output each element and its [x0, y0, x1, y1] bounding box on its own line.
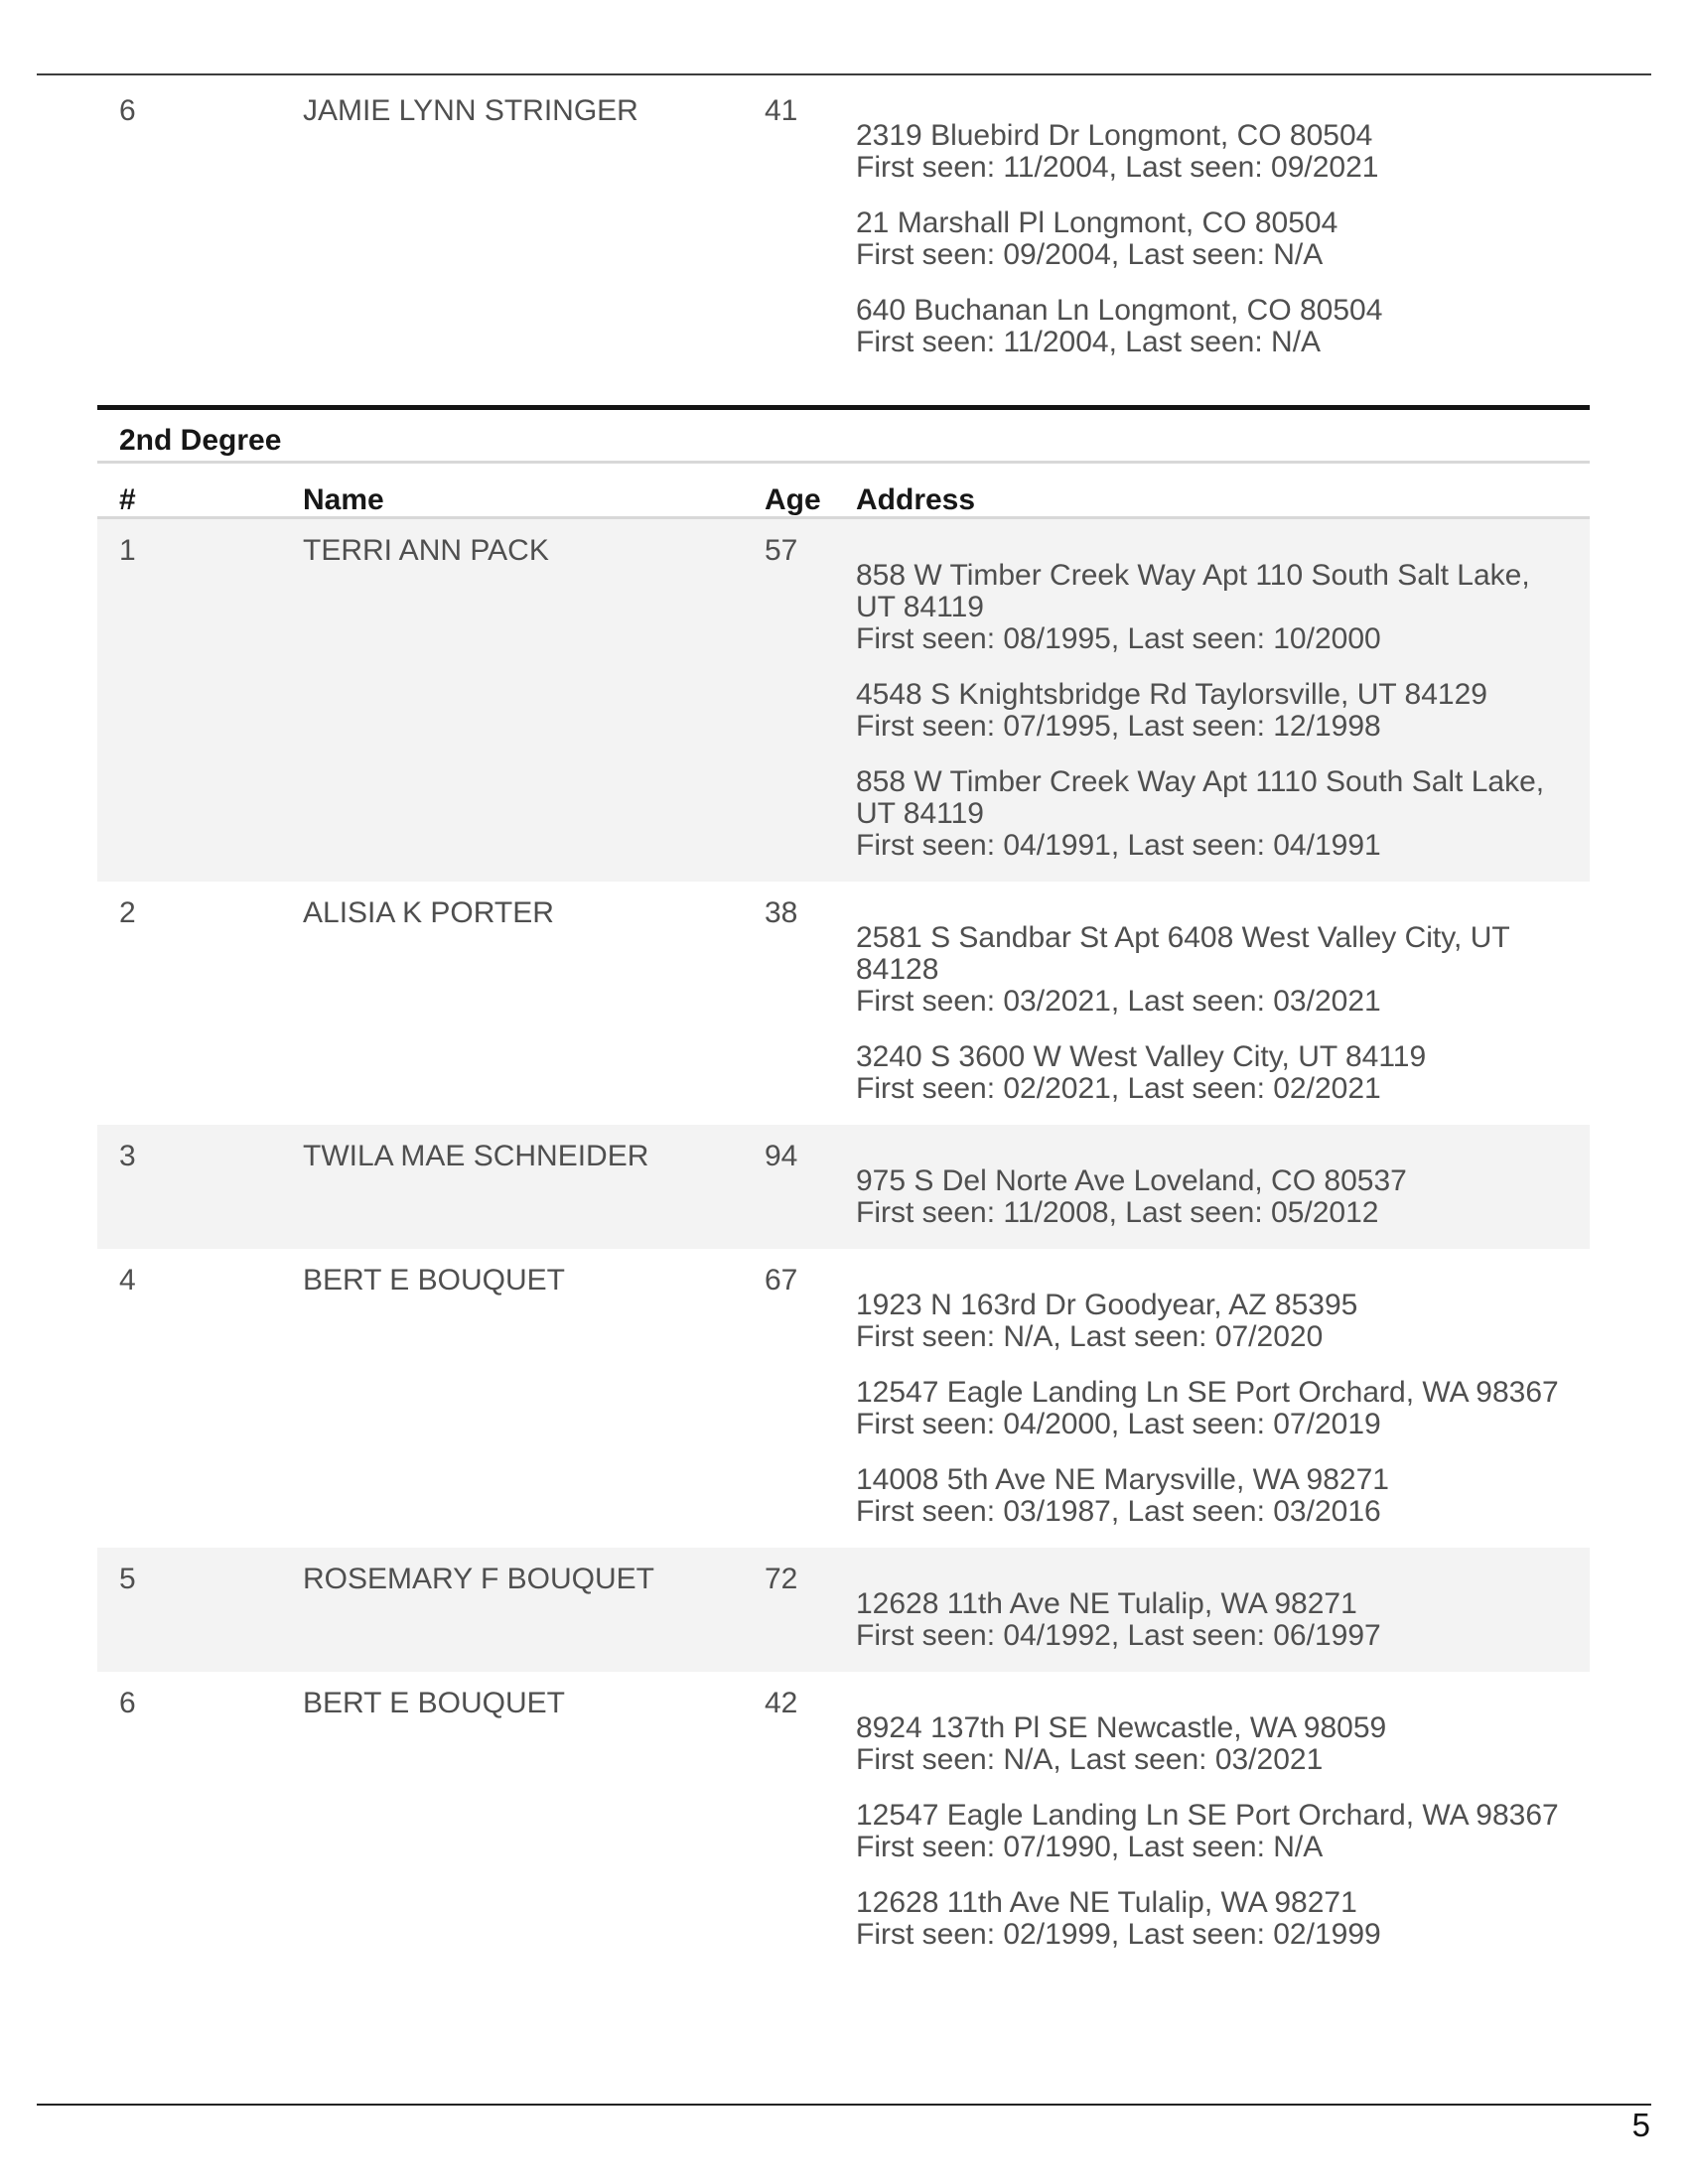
row-number: 4: [119, 1264, 136, 1297]
address-seen-dates: First seen: 04/1991, Last seen: 04/1991: [856, 829, 1381, 862]
address-entry: [856, 1800, 1566, 1863]
page-top-rule: [37, 73, 1651, 75]
address-street: 12547 Eagle Landing Ln SE Port Orchard, WA 98367: [856, 1799, 1559, 1832]
address-entry: [856, 1041, 1566, 1105]
address-seen-dates: First seen: 11/2004, Last seen: 09/2021: [856, 151, 1379, 184]
section-divider-bar: [97, 405, 1590, 410]
person-name: ROSEMARY F BOUQUET: [303, 1563, 654, 1595]
address-list: [856, 1564, 1590, 1652]
address-seen-dates: First seen: N/A, Last seen: 03/2021: [856, 1743, 1324, 1776]
address-street: 12628 11th Ave NE Tulalip, WA 98271: [856, 1587, 1357, 1620]
section-title: 2nd Degree: [119, 424, 282, 457]
column-header-address: Address: [856, 483, 976, 516]
address-list: [856, 897, 1590, 1105]
column-header-name: Name: [303, 483, 384, 516]
address-seen-dates: First seen: 04/1992, Last seen: 06/1997: [856, 1619, 1381, 1652]
table-row: [97, 1249, 1590, 1548]
address-street: 12628 11th Ave NE Tulalip, WA 98271: [856, 1886, 1357, 1919]
address-seen-dates: First seen: 11/2004, Last seen: N/A: [856, 326, 1322, 358]
address-seen-dates: First seen: 07/1990, Last seen: N/A: [856, 1831, 1324, 1863]
first-degree-continued-table: [97, 79, 1590, 378]
address-seen-dates: First seen: 11/2008, Last seen: 05/2012: [856, 1196, 1379, 1229]
address-entry: [856, 1464, 1566, 1528]
row-number: 6: [119, 1687, 136, 1719]
second-degree-rows: [97, 519, 1590, 1971]
person-name: TWILA MAE SCHNEIDER: [303, 1140, 649, 1172]
person-age: 67: [765, 1264, 798, 1297]
address-seen-dates: First seen: 03/1987, Last seen: 03/2016: [856, 1495, 1381, 1528]
person-age: 72: [765, 1563, 798, 1595]
first-degree-continued-rows: [97, 79, 1590, 378]
address-entry: [856, 560, 1566, 655]
address-street: 4548 S Knightsbridge Rd Taylorsville, UT 84129: [856, 678, 1487, 711]
table-row: [97, 1548, 1590, 1672]
table-row: [97, 1125, 1590, 1249]
address-entry: [856, 679, 1566, 743]
address-entry: [856, 1290, 1566, 1353]
row-number: 6: [119, 94, 136, 127]
row-number: 5: [119, 1563, 136, 1595]
address-seen-dates: First seen: 04/2000, Last seen: 07/2019: [856, 1408, 1381, 1440]
address-seen-dates: First seen: 09/2004, Last seen: N/A: [856, 238, 1324, 271]
address-street: 640 Buchanan Ln Longmont, CO 80504: [856, 294, 1383, 327]
address-entry: [856, 295, 1566, 358]
address-seen-dates: First seen: 08/1995, Last seen: 10/2000: [856, 622, 1381, 655]
address-list: [856, 1141, 1590, 1229]
address-seen-dates: First seen: 07/1995, Last seen: 12/1998: [856, 710, 1381, 743]
address-street: 858 W Timber Creek Way Apt 110 South Salt Lake, UT 84119: [856, 559, 1530, 623]
address-street: 975 S Del Norte Ave Loveland, CO 80537: [856, 1164, 1407, 1197]
person-age: 42: [765, 1687, 798, 1719]
address-street: 14008 5th Ave NE Marysville, WA 98271: [856, 1463, 1389, 1496]
address-entry: [856, 120, 1566, 184]
table-row: [97, 1672, 1590, 1971]
address-street: 8924 137th Pl SE Newcastle, WA 98059: [856, 1711, 1387, 1744]
address-list: [856, 535, 1590, 862]
person-age: 41: [765, 94, 798, 127]
address-street: 2319 Bluebird Dr Longmont, CO 80504: [856, 119, 1373, 152]
person-name: ALISIA K PORTER: [303, 896, 554, 929]
address-seen-dates: First seen: 02/1999, Last seen: 02/1999: [856, 1918, 1381, 1951]
table-row: [97, 519, 1590, 882]
address-list: [856, 1265, 1590, 1528]
address-street: 1923 N 163rd Dr Goodyear, AZ 85395: [856, 1289, 1358, 1321]
page-number: 5: [1631, 2107, 1650, 2143]
row-number: 2: [119, 896, 136, 929]
person-age: 38: [765, 896, 798, 929]
address-street: 12547 Eagle Landing Ln SE Port Orchard, WA 98367: [856, 1376, 1559, 1409]
address-seen-dates: First seen: 02/2021, Last seen: 02/2021: [856, 1072, 1381, 1105]
address-entry: [856, 1887, 1566, 1951]
address-seen-dates: First seen: 03/2021, Last seen: 03/2021: [856, 985, 1381, 1018]
table-row: [97, 79, 1590, 378]
second-degree-table: [97, 461, 1590, 1971]
column-header-num: #: [119, 483, 136, 516]
person-name: BERT E BOUQUET: [303, 1687, 565, 1719]
address-street: 2581 S Sandbar St Apt 6408 West Valley City, UT 84128: [856, 921, 1510, 986]
address-entry: [856, 922, 1566, 1018]
table-row: [97, 882, 1590, 1125]
table-header-row: [97, 461, 1590, 519]
address-entry: [856, 1712, 1566, 1776]
address-list: [856, 95, 1590, 358]
second-degree-section: [0, 424, 1688, 1971]
person-name: JAMIE LYNN STRINGER: [303, 94, 638, 127]
address-street: 3240 S 3600 W West Valley City, UT 84119: [856, 1040, 1427, 1073]
row-number: 1: [119, 534, 136, 567]
address-entry: [856, 1377, 1566, 1440]
address-street: 858 W Timber Creek Way Apt 1110 South Salt Lake, UT 84119: [856, 765, 1545, 830]
address-entry: [856, 207, 1566, 271]
page-footer-rule: [37, 2104, 1651, 2106]
address-entry: [856, 1165, 1566, 1229]
address-list: [856, 1688, 1590, 1951]
column-header-age: Age: [765, 483, 821, 516]
row-number: 3: [119, 1140, 136, 1172]
person-name: TERRI ANN PACK: [303, 534, 549, 567]
address-entry: [856, 1588, 1566, 1652]
address-street: 21 Marshall Pl Longmont, CO 80504: [856, 206, 1338, 239]
person-age: 57: [765, 534, 798, 567]
address-entry: [856, 766, 1566, 862]
person-age: 94: [765, 1140, 798, 1172]
address-seen-dates: First seen: N/A, Last seen: 07/2020: [856, 1320, 1324, 1353]
person-name: BERT E BOUQUET: [303, 1264, 565, 1297]
